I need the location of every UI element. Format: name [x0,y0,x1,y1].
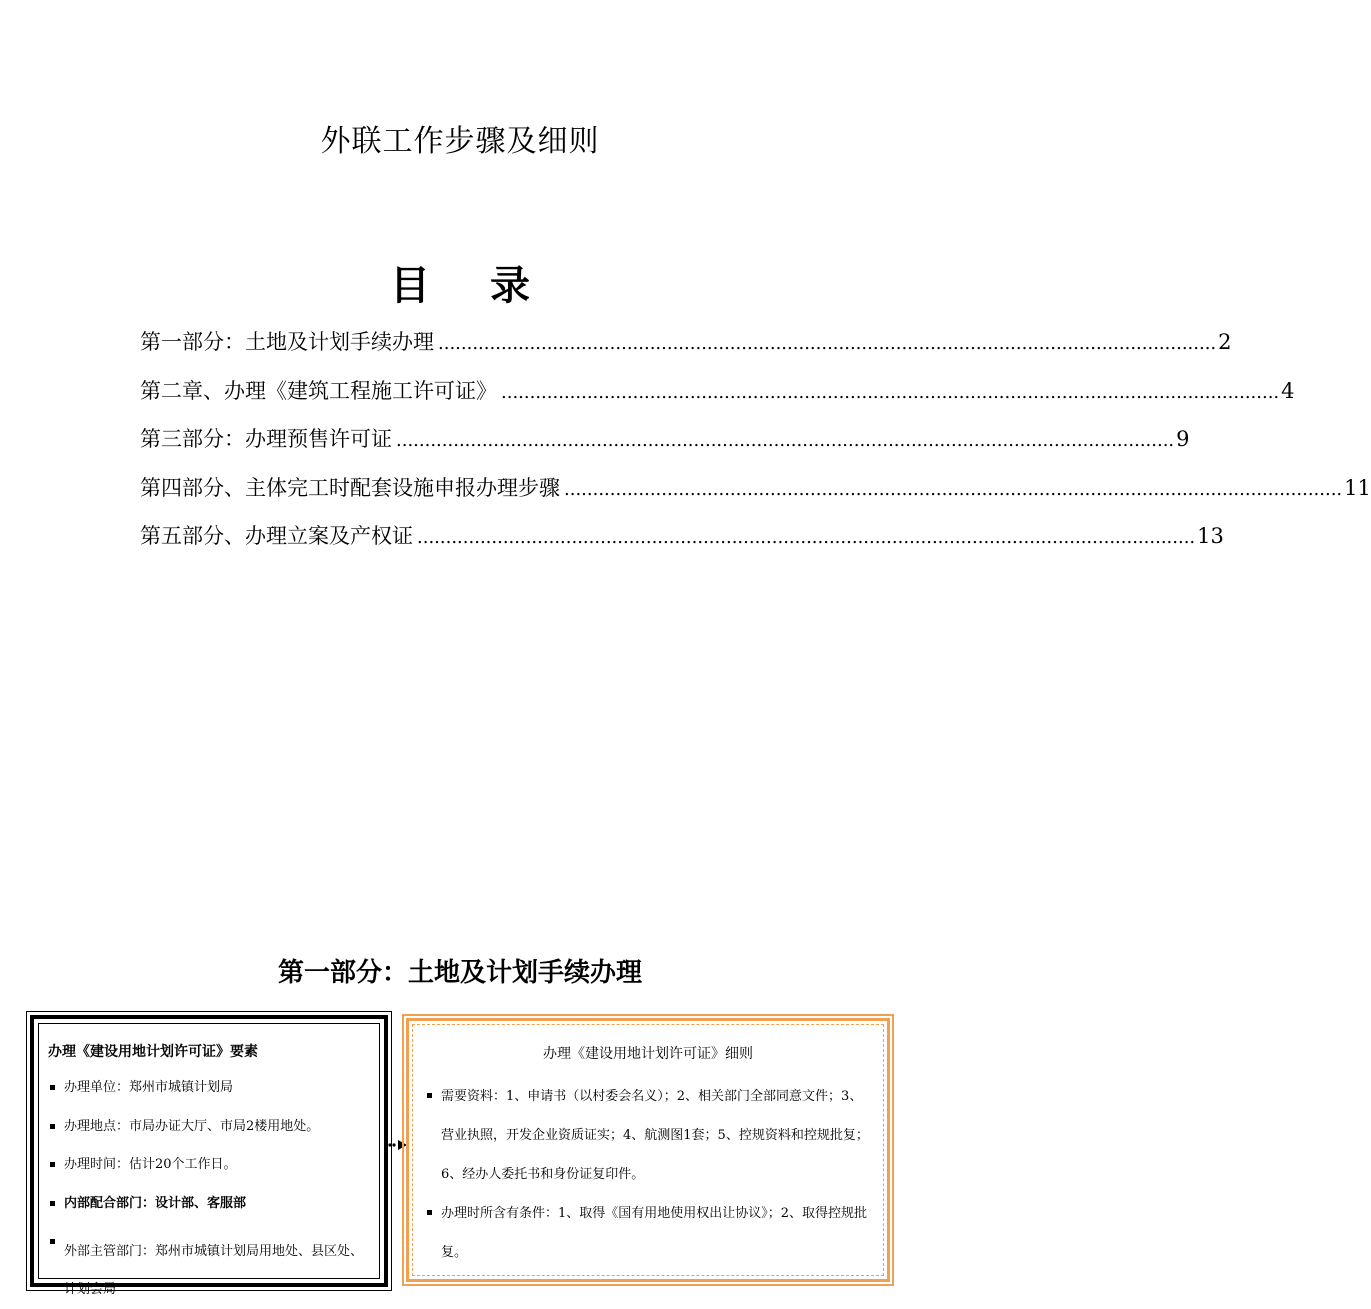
square-bullet-icon [427,1210,432,1215]
list-item-text: 办理时间：估计20个工作日。 [64,1157,237,1172]
list-item-text: 办理地点：市局办证大厅、市局2楼用地处。 [64,1118,320,1134]
toc-entry-page: 4 [1281,378,1295,403]
toc-entry[interactable] [140,423,1190,472]
toc-entry-label: 第五部分、办理立案及产权证 [140,524,413,548]
list-item-text: 办理单位：郑州市城镇计划局 [64,1080,234,1095]
list-item [425,1194,875,1272]
list-item [48,1156,368,1195]
toc-entry[interactable] [140,326,1232,375]
toc-leader-dots [396,430,1174,451]
toc-heading-left: 目 [390,263,430,309]
square-bullet-icon [50,1124,55,1129]
toc-entry-label: 第三部分：办理预售许可证 [140,427,392,451]
toc-leader-dots [564,479,1342,500]
toc-entry-label: 第四部分、主体完工时配套设施申报办理步骤 [140,475,560,500]
toc-leader-dots [438,333,1216,354]
details-list [425,1077,875,1272]
toc-entry-page: 13 [1197,524,1224,548]
toc-entry-label: 第二章、办理《建筑工程施工许可证》 [140,378,497,403]
toc-heading [0,254,920,311]
list-item [425,1077,875,1194]
requirements-list [48,1079,368,1309]
list-item-text: 内部配合部门：设计部、客服部 [64,1195,247,1211]
list-item-text: 需要资料：1、申请书（以村委会名义）；2、相关部门全部同意文件；3、营业执照，开发企业资质证实；4、航测图1套；5、控规资料和控规批复；6、经办人委托书和身份证复印件。 [441,1089,869,1182]
list-item [48,1195,368,1234]
section-heading: 第一部分：土地及计划手续办理 [277,958,642,988]
toc-entry-label: 第一部分：土地及计划手续办理 [140,330,434,354]
toc-leader-dots [501,382,1279,403]
document-title: 外联工作步骤及细则 [320,124,600,159]
list-item [48,1233,368,1309]
toc-entry[interactable] [140,520,1224,569]
toc-entry-page: 2 [1218,330,1232,354]
square-bullet-icon [50,1201,55,1206]
details-box [406,1018,890,1282]
toc-heading-right: 录 [490,263,530,309]
list-item-text: 办理时所含有条件：1、取得《国有用地使用权出让协议》；2、取得控规批复。 [441,1206,868,1260]
table-of-contents [140,326,1371,569]
toc-entry-page: 11 [1344,475,1371,500]
square-bullet-icon [427,1093,432,1098]
list-item [48,1079,368,1118]
list-item [48,1118,368,1157]
details-box-title: 办理《建设用地计划许可证》细则 [543,1046,753,1062]
square-bullet-icon [50,1162,55,1167]
toc-entry-page: 9 [1176,427,1190,451]
square-bullet-icon [50,1085,55,1090]
dotted-right-arrow-icon [388,1139,408,1151]
toc-leader-dots [417,527,1195,548]
square-bullet-icon [50,1239,55,1244]
toc-entry[interactable] [140,472,1371,521]
requirements-box-title: 办理《建设用地计划许可证》要素 [48,1044,258,1060]
requirements-box [30,1015,388,1297]
list-item-text: 外部主管部门：郑州市城镇计划局用地处、县区处、计划会局 [64,1244,364,1297]
toc-entry[interactable] [140,375,1295,424]
